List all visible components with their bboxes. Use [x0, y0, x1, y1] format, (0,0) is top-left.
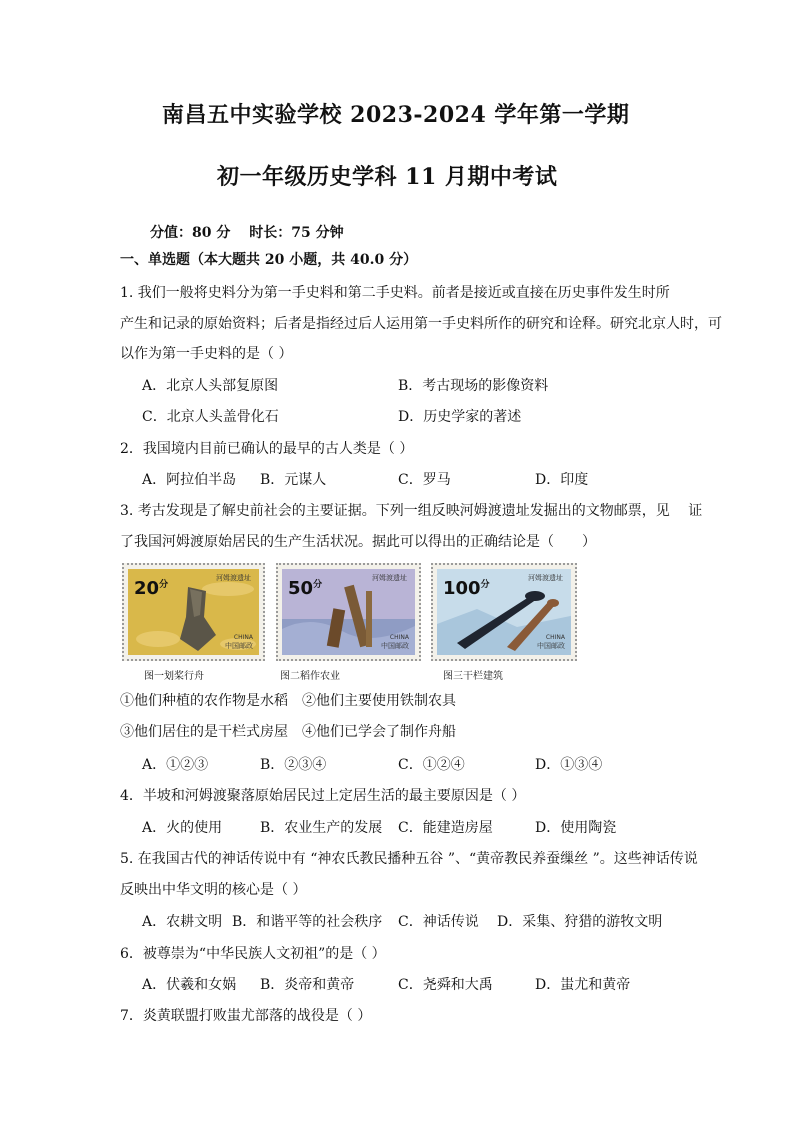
q5-option-d: D．采集、狩猎的游牧文明 [497, 914, 663, 930]
stamp2-site: 河姆渡遗址 [372, 574, 407, 582]
q5-line2: 反映出中华文明的核心是（ ） [120, 882, 307, 898]
q6-option-d: D．蚩尤和黄帝 [535, 977, 631, 993]
q2-line1: 2．我国境内目前已确认的最早的古人类是（ ） [120, 441, 414, 457]
stamp2-postal: 中国邮政 [381, 642, 409, 650]
q5-option-b: B．和谐平等的社会秩序 [232, 914, 383, 930]
stamp3-unit: 分 [480, 580, 490, 590]
stamp1-denomination: 20 [134, 578, 160, 599]
q7-line1: 7．炎黄联盟打败蚩尤部落的战役是（ ） [120, 1008, 372, 1024]
stamp2-country: CHINA [389, 634, 409, 641]
stamp1-postal: 中国邮政 [225, 642, 253, 650]
q4-line1: 4．半坡和河姆渡聚落原始居民过上定居生活的最主要原因是（ ） [120, 788, 526, 804]
q5-option-a: A．农耕文明 [142, 914, 223, 930]
q2-option-c: C．罗马 [398, 472, 451, 488]
stamp2-unit: 分 [313, 580, 323, 590]
q6-option-b: B．炎帝和黄帝 [260, 977, 355, 993]
stamp3-postal: 中国邮政 [537, 642, 565, 650]
q4-option-b: B．农业生产的发展 [260, 820, 383, 836]
stamp2-denomination: 50 [288, 578, 314, 599]
exam-meta: 分值：80 分 时长：75 分钟 [150, 225, 344, 241]
q5-option-c: C．神话传说 [398, 914, 479, 930]
stamp-rowing-boat [122, 563, 265, 661]
stamp1-country: CHINA [233, 634, 253, 641]
q2-option-d: D．印度 [535, 472, 589, 488]
q2-option-b: B．元谋人 [260, 472, 327, 488]
q3-option-d: D．①③④ [535, 757, 603, 773]
stamp3-country: CHINA [545, 634, 565, 641]
exam-title-line2: 初一年级历史学科 11 月期中考试 [217, 164, 558, 190]
stamp-stilt-house [431, 563, 577, 661]
q3-option-b: B．②③④ [260, 757, 327, 773]
q3-line1: 3. 考古发现是了解史前社会的主要证据。下列一组反映河姆渡遗址发掘出的文物邮票，见 证 [120, 503, 703, 519]
q4-option-c: C．能建造房屋 [398, 820, 493, 836]
q1-line2: 产生和记录的原始资料；后者是指经过后人运用第一手史料所作的研究和诠释。研究北京人时，可 [120, 316, 722, 332]
q6-line1: 6．被尊崇为“中华民族人文初祖”的是（ ） [120, 946, 386, 962]
stamp-rice-farming [276, 563, 421, 661]
q1-line1: 1. 我们一般将史料分为第一手史料和第二手史料。前者是接近或直接在历史事件发生时所 [120, 285, 670, 301]
q1-option-a: A．北京人头部复原图 [142, 378, 279, 394]
section-heading: 一、单选题（本大题共 20 小题，共 40.0 分） [120, 252, 418, 268]
q5-line1: 5. 在我国古代的神话传说中有 “神农氏教民播种五谷 ”、“黄帝教民养蚕缫丝 ”。这些神话传说 [120, 851, 698, 867]
stamp2-caption: 图二稻作农业 [280, 671, 340, 682]
q6-option-c: C．尧舜和大禹 [398, 977, 493, 993]
q1-option-b: B．考古现场的影像资料 [398, 378, 549, 394]
q3-option-c: C．①②④ [398, 757, 465, 773]
q3-line2: 了我国河姆渡原始居民的生产生活状况。据此可以得出的正确结论是（ ） [120, 534, 596, 550]
q3-statement-1: ①他们种植的农作物是水稻 ②他们主要使用铁制农具 [120, 693, 456, 709]
exam-title-line1: 南昌五中实验学校 2023-2024 学年第一学期 [162, 102, 630, 128]
stamp3-caption: 图三干栏建筑 [443, 671, 503, 682]
q1-option-c: C．北京人头盖骨化石 [142, 409, 279, 425]
stamp3-site: 河姆渡遗址 [528, 574, 563, 582]
q2-option-a: A．阿拉伯半岛 [142, 472, 237, 488]
q1-option-d: D．历史学家的著述 [398, 409, 522, 425]
q4-option-a: A．火的使用 [142, 820, 223, 836]
q4-option-d: D．使用陶瓷 [535, 820, 617, 836]
stamp3-denomination: 100 [443, 578, 481, 599]
q3-option-a: A．①②③ [142, 757, 209, 773]
q1-line3: 以作为第一手史料的是（ ） [120, 346, 293, 362]
stamp1-site: 河姆渡遗址 [216, 574, 251, 582]
stamp1-caption: 图一划桨行舟 [144, 671, 204, 682]
q6-option-a: A．伏羲和女娲 [142, 977, 237, 993]
q3-statement-2: ③他们居住的是干栏式房屋 ④他们已学会了制作舟船 [120, 724, 456, 740]
stamp1-unit: 分 [159, 580, 169, 590]
